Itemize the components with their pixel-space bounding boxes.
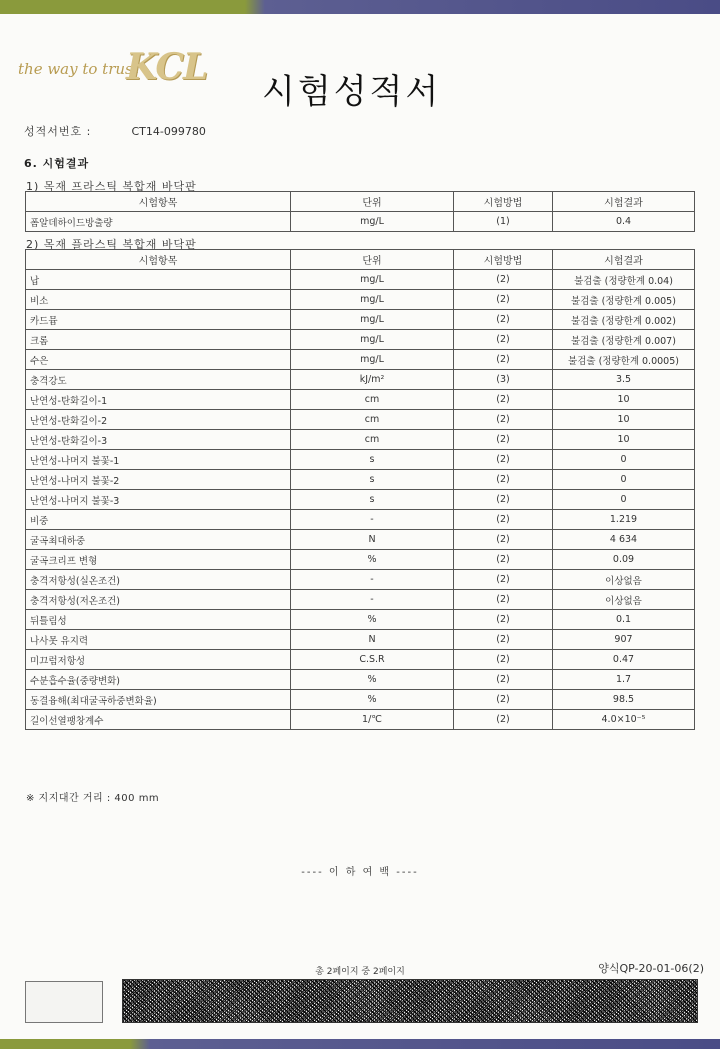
cell-test-item: 난연성-나머지 불꽃-2 [26, 470, 291, 490]
cell-result: 3.5 [553, 370, 695, 390]
table-row [26, 430, 695, 450]
logo-mark: KCL [126, 46, 208, 88]
cell-result: 0.4 [553, 212, 695, 232]
header-unit: 단위 [291, 192, 454, 212]
cell-unit: % [291, 670, 454, 690]
header-method: 시험방법 [454, 250, 553, 270]
table2-subtitle: 2) 목재 플라스틱 복합재 바닥판 [26, 238, 197, 251]
cell-test-item: 크롬 [26, 330, 291, 350]
cell-result: 불검출 (정량한계 0.002) [553, 310, 695, 330]
stamp-box [25, 981, 103, 1023]
form-code: 양식QP-20-01-06(2) [598, 962, 704, 975]
cell-result: 불검출 (정량한계 0.04) [553, 270, 695, 290]
cell-method: (1) [454, 212, 553, 232]
cell-method: (2) [454, 710, 553, 730]
cell-unit: 1/℃ [291, 710, 454, 730]
cell-result: 이상없음 [553, 590, 695, 610]
end-of-content-mark: ---- 이 하 여 백 ---- [301, 867, 419, 878]
cell-method: (2) [454, 590, 553, 610]
cell-test-item: 난연성-탄화길이-2 [26, 410, 291, 430]
cell-result: 불검출 (정량한계 0.005) [553, 290, 695, 310]
table-row [26, 670, 695, 690]
cell-unit: % [291, 690, 454, 710]
table-row [26, 470, 695, 490]
cell-result: 불검출 (정량한계 0.007) [553, 330, 695, 350]
results-table-2 [25, 249, 695, 730]
table-row [26, 350, 695, 370]
results-table-1 [25, 191, 695, 232]
section-title: 6. 시험결과 [24, 157, 90, 170]
page-count: 총 2페이지 중 2페이지 [315, 967, 405, 977]
cell-unit: mg/L [291, 310, 454, 330]
cell-unit: % [291, 610, 454, 630]
cell-test-item: 굴곡크리프 변형 [26, 550, 291, 570]
cell-unit: N [291, 530, 454, 550]
cell-test-item: 충격저항성(저온조건) [26, 590, 291, 610]
cell-method: (2) [454, 350, 553, 370]
cell-result: 4.0×10⁻⁵ [553, 710, 695, 730]
table-row [26, 570, 695, 590]
cell-test-item: 충격강도 [26, 370, 291, 390]
certificate-number [24, 123, 206, 139]
cell-method: (2) [454, 290, 553, 310]
cell-test-item: 미끄럼저항성 [26, 650, 291, 670]
cell-result: 1.7 [553, 670, 695, 690]
table-row [26, 370, 695, 390]
cell-test-item: 비소 [26, 290, 291, 310]
cell-unit: mg/L [291, 350, 454, 370]
table-row [26, 450, 695, 470]
certificate-number-value: CT14-099780 [131, 125, 206, 138]
table-header-row [26, 250, 695, 270]
support-distance-note: ※ 지지대간 거리 : 400 mm [26, 793, 160, 804]
cell-unit: s [291, 470, 454, 490]
header-test-item: 시험항목 [26, 250, 291, 270]
table-row [26, 212, 695, 232]
cell-result: 이상없음 [553, 570, 695, 590]
cell-unit: cm [291, 430, 454, 450]
cell-method: (2) [454, 530, 553, 550]
cell-result: 0.47 [553, 650, 695, 670]
cell-test-item: 굴곡최대하중 [26, 530, 291, 550]
document-title: 시험성적서 [262, 72, 442, 112]
cell-unit: mg/L [291, 330, 454, 350]
table-row [26, 410, 695, 430]
cell-method: (2) [454, 670, 553, 690]
cell-method: (2) [454, 570, 553, 590]
cell-unit: s [291, 490, 454, 510]
security-pattern-strip [122, 979, 698, 1023]
cell-test-item: 납 [26, 270, 291, 290]
cell-result: 907 [553, 630, 695, 650]
cell-unit: C.S.R [291, 650, 454, 670]
cell-unit: cm [291, 390, 454, 410]
cell-result: 4 634 [553, 530, 695, 550]
certificate-number-label: 성적서번호 : [24, 125, 92, 138]
header-result: 시험결과 [553, 250, 695, 270]
cell-method: (2) [454, 690, 553, 710]
cell-result: 0.1 [553, 610, 695, 630]
cell-test-item: 폼알데하이드방출량 [26, 212, 291, 232]
cell-unit: N [291, 630, 454, 650]
cell-result: 0 [553, 470, 695, 490]
table-row [26, 550, 695, 570]
cell-result: 10 [553, 390, 695, 410]
cell-unit: - [291, 570, 454, 590]
cell-result: 1.219 [553, 510, 695, 530]
cell-method: (2) [454, 330, 553, 350]
table-row [26, 290, 695, 310]
table-row [26, 630, 695, 650]
cell-method: (2) [454, 470, 553, 490]
cell-unit: - [291, 590, 454, 610]
cell-test-item: 동결융해(최대굴곡하중변화율) [26, 690, 291, 710]
cell-method: (2) [454, 650, 553, 670]
table-row [26, 590, 695, 610]
table-row [26, 490, 695, 510]
cell-test-item: 비중 [26, 510, 291, 530]
cell-method: (2) [454, 510, 553, 530]
cell-method: (2) [454, 450, 553, 470]
cell-test-item: 나사못 유지력 [26, 630, 291, 650]
cell-result: 불검출 (정량한계 0.0005) [553, 350, 695, 370]
table-row [26, 650, 695, 670]
cell-test-item: 난연성-나머지 불꽃-1 [26, 450, 291, 470]
table-row [26, 690, 695, 710]
cell-unit: s [291, 450, 454, 470]
cell-test-item: 수분흡수율(중량변화) [26, 670, 291, 690]
bottom-color-band [0, 1039, 720, 1049]
cell-method: (2) [454, 550, 553, 570]
cell-test-item: 수은 [26, 350, 291, 370]
header-test-item: 시험항목 [26, 192, 291, 212]
cell-unit: kJ/m² [291, 370, 454, 390]
cell-test-item: 충격저항성(실온조건) [26, 570, 291, 590]
cell-result: 10 [553, 430, 695, 450]
cell-method: (2) [454, 430, 553, 450]
header-method: 시험방법 [454, 192, 553, 212]
table-header-row [26, 192, 695, 212]
cell-result: 0 [553, 450, 695, 470]
header-unit: 단위 [291, 250, 454, 270]
logo-tagline: the way to trust [18, 60, 139, 78]
table1-subtitle: 1) 목재 프라스틱 복합재 바닥판 [26, 180, 197, 193]
cell-method: (2) [454, 410, 553, 430]
cell-test-item: 카드뮴 [26, 310, 291, 330]
kcl-logo [18, 48, 208, 94]
cell-result: 10 [553, 410, 695, 430]
cell-test-item: 난연성-나머지 불꽃-3 [26, 490, 291, 510]
cell-method: (2) [454, 610, 553, 630]
cell-result: 0 [553, 490, 695, 510]
table-row [26, 270, 695, 290]
cell-result: 0.09 [553, 550, 695, 570]
table-row [26, 510, 695, 530]
cell-test-item: 길이선열팽창계수 [26, 710, 291, 730]
cell-test-item: 난연성-탄화길이-3 [26, 430, 291, 450]
cell-unit: cm [291, 410, 454, 430]
cell-method: (3) [454, 370, 553, 390]
table-row [26, 710, 695, 730]
cell-method: (2) [454, 630, 553, 650]
header-result: 시험결과 [553, 192, 695, 212]
cell-method: (2) [454, 310, 553, 330]
cell-result: 98.5 [553, 690, 695, 710]
table-row [26, 310, 695, 330]
cell-test-item: 난연성-탄화길이-1 [26, 390, 291, 410]
cell-unit: mg/L [291, 270, 454, 290]
cell-unit: mg/L [291, 290, 454, 310]
cell-unit: - [291, 510, 454, 530]
cell-method: (2) [454, 270, 553, 290]
cell-test-item: 뒤틀림성 [26, 610, 291, 630]
cell-method: (2) [454, 490, 553, 510]
table-row [26, 530, 695, 550]
table-row [26, 610, 695, 630]
table-row [26, 330, 695, 350]
cell-unit: % [291, 550, 454, 570]
top-color-band [0, 0, 720, 14]
cell-unit: mg/L [291, 212, 454, 232]
cell-method: (2) [454, 390, 553, 410]
table-row [26, 390, 695, 410]
